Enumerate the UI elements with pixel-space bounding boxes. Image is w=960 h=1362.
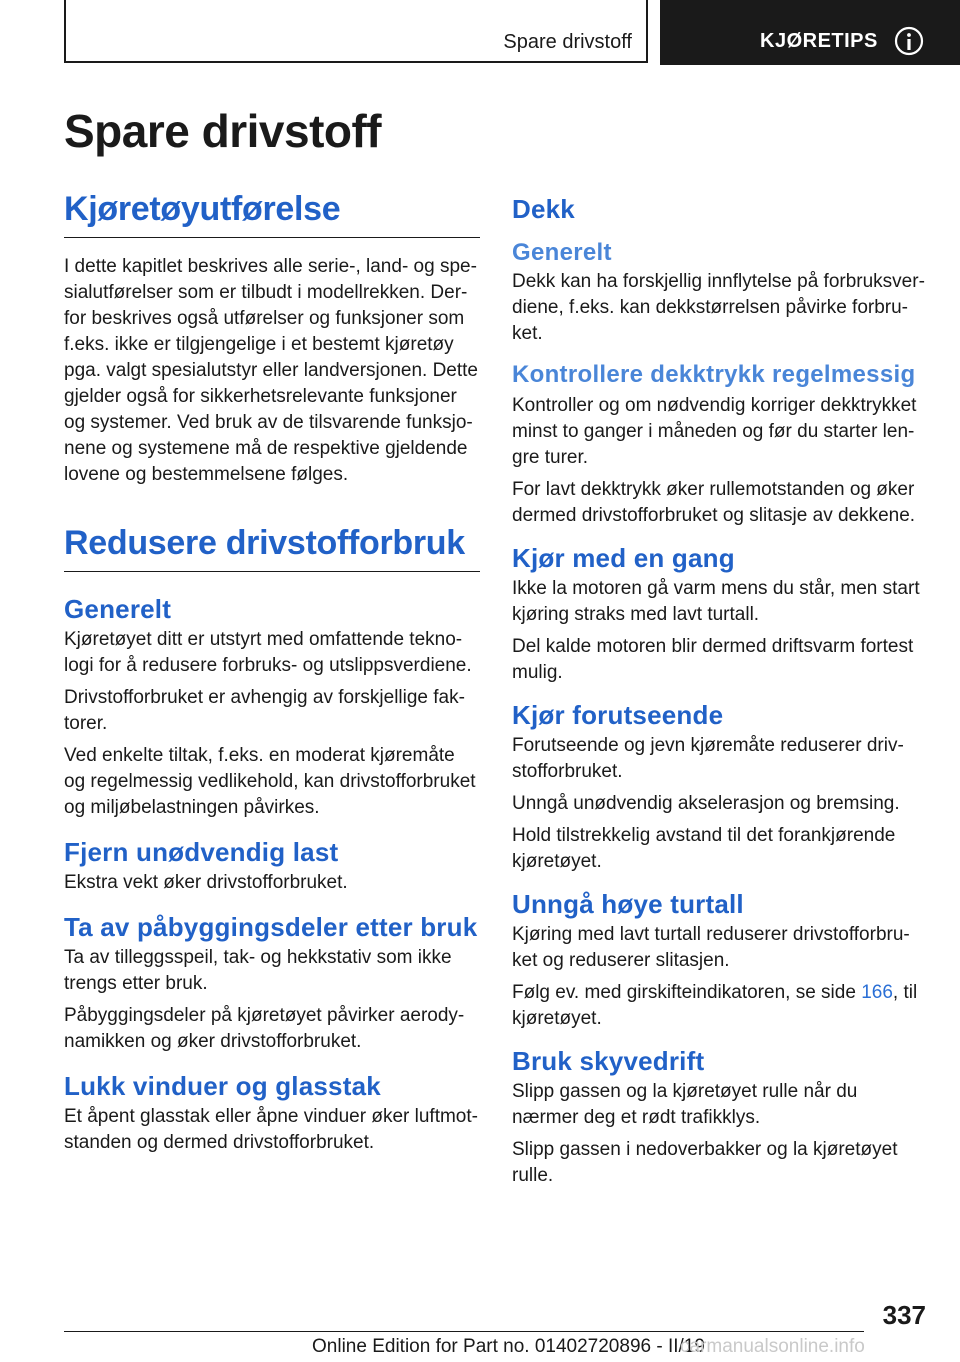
tyres-general-text: Dekk kan ha forskjellig innflytelse på forbruksver-diene, f.eks. kan dekkstørrelsen påvirke forbru-ket. xyxy=(512,271,925,344)
subheading-general: Generelt xyxy=(64,594,172,624)
footer-divider xyxy=(64,1331,864,1332)
subheading-close-windows: Lukk vinduer og glasstak xyxy=(64,1071,381,1101)
section-title-tyres: Dekk xyxy=(512,194,575,224)
tyre-pressure-paragraph-1: Kontroller og om nødvendig korriger dekktrykket minst to ganger i måneden og før du starter len-gre turer. xyxy=(512,395,917,468)
page-number: 337 xyxy=(882,1300,926,1330)
anticipatory-paragraph-1: Forutseende og jevn kjøremåte reduserer driv-stofforbruket. xyxy=(512,735,904,782)
coasting-paragraph-1: Slipp gassen og la kjøretøyet rulle når du nærmer deg et rødt trafikklys. xyxy=(512,1081,858,1128)
running-header xyxy=(64,0,960,64)
vehicle-version-text: I dette kapitlet beskrives alle serie-, land- og spe-sialutførelser som er tilbudt i modellrekken. Der-for beskrives også utførelser og funksjoner som f.eks. ikke er tilgjengelige i et bestemt kjøretøy pga. valgt spesialutstyr eller landversjonen. Dette gjelder også for sikkerhetsrelevante funksjoner og systemer. Ved bruk av de tilsvarende funksjo-nene og systemene må de respektive gjeldende lovene og bestemmelsene følges. xyxy=(64,256,479,485)
watermark: carmanualsonline.info xyxy=(680,1336,865,1357)
subheading-avoid-high-rpm: Unngå høye turtall xyxy=(512,889,744,919)
right-column xyxy=(512,190,928,1189)
header-section-box xyxy=(64,0,648,63)
high-rpm-paragraph-2 xyxy=(512,980,928,1032)
high-rpm-paragraph-1: Kjøring med lavt turtall reduserer drivstofforbru-ket og reduserer slitasjen. xyxy=(512,924,910,971)
section-title-reduce-fuel: Redusere drivstofforbruk xyxy=(64,524,480,572)
general-paragraph-3: Ved enkelte tiltak, f.eks. en moderat kjøremåte og regelmessig vedlikehold, kan drivstofforbruket og miljøbelastningen påvirkes. xyxy=(64,745,476,818)
subheading-drive-anticipatory: Kjør forutseende xyxy=(512,700,724,730)
general-paragraph-1: Kjøretøyet ditt er utstyrt med omfattende tekno-logi for å redusere forbruks- og utslippsverdiene. xyxy=(64,629,472,676)
drive-immediately-paragraph-2: Del kalde motoren blir dermed driftsvarm fortest mulig. xyxy=(512,636,914,683)
header-chapter-label: KJØRETIPS xyxy=(760,30,878,52)
drive-immediately-paragraph-1: Ikke la motoren gå varm mens du står, men start kjøring straks med lavt turtall. xyxy=(512,578,920,625)
coasting-paragraph-2: Slipp gassen i nedoverbakker og la kjøretøyet rulle. xyxy=(512,1139,898,1186)
close-windows-text: Et åpent glasstak eller åpne vinduer øker luftmot-standen og dermed drivstofforbruket. xyxy=(64,1106,478,1153)
anticipatory-paragraph-3: Hold tilstrekkelig avstand til det forankjørende kjøretøyet. xyxy=(512,825,896,872)
subheading-check-tyre-pressure: Kontrollere dekktrykk regelmessig xyxy=(512,361,916,388)
subheading-remove-attachments: Ta av påbyggingsdeler etter bruk xyxy=(64,912,478,942)
info-icon xyxy=(893,25,925,57)
general-paragraph-2: Drivstofforbruket er avhengig av forskjellige fak-torer. xyxy=(64,687,465,734)
header-chapter-box xyxy=(660,0,960,65)
footer-edition: Online Edition for Part no. 01402720896 - II/19 xyxy=(312,1336,705,1357)
tyre-pressure-paragraph-2: For lavt dekktrykk øker rullemotstanden og øker dermed drivstofforbruket og slitasje av dekkene. xyxy=(512,479,916,526)
page-link-166[interactable]: 166 xyxy=(861,982,893,1003)
subheading-remove-load: Fjern unødvendig last xyxy=(64,837,339,867)
header-section-title: Spare drivstoff xyxy=(503,31,632,53)
anticipatory-paragraph-2: Unngå unødvendig akselerasjon og bremsing. xyxy=(512,793,900,814)
section-title-vehicle-version: Kjøretøyutførelse xyxy=(64,190,480,238)
attachments-paragraph-2: Påbyggingsdeler på kjøretøyet påvirker aerody-namikken og øker drivstofforbruket. xyxy=(64,1005,465,1052)
left-column xyxy=(64,190,480,1156)
attachments-paragraph-1: Ta av tilleggsspeil, tak- og hekkstativ som ikke trengs etter bruk. xyxy=(64,947,452,994)
page-title: Spare drivstoff xyxy=(64,105,382,157)
remove-load-text: Ekstra vekt øker drivstofforbruket. xyxy=(64,872,348,893)
high-rpm-text-after-link: , til kjøretøyet. xyxy=(512,982,918,1029)
subheading-tyres-general: Generelt xyxy=(512,239,612,266)
high-rpm-text-before-link: Følg ev. med girskifteindikatoren, se side xyxy=(512,982,862,1003)
subheading-drive-immediately: Kjør med en gang xyxy=(512,543,735,573)
subheading-coasting: Bruk skyvedrift xyxy=(512,1046,705,1076)
